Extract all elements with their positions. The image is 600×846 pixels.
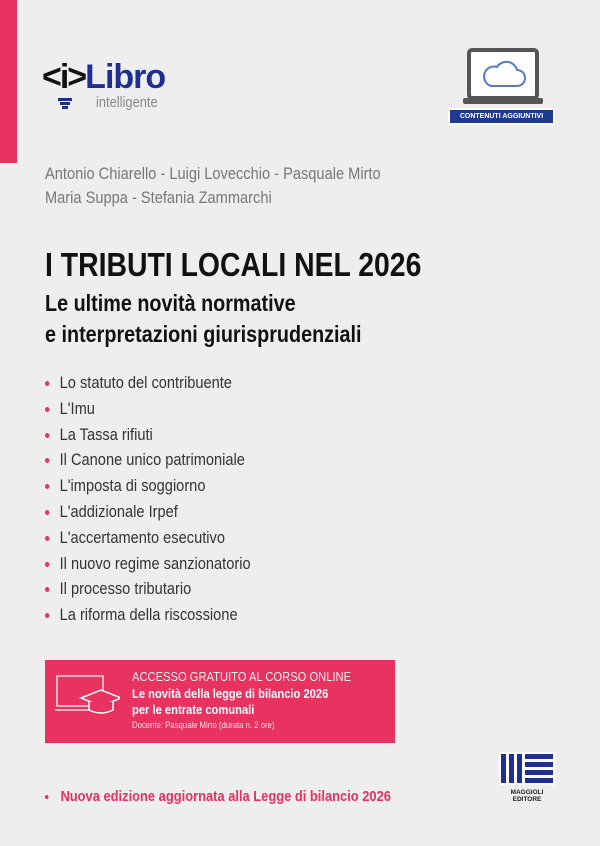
bullet-icon xyxy=(45,613,49,618)
svg-text:EDITORE: EDITORE xyxy=(512,796,542,802)
topic-label: Il nuovo regime sanzionatorio xyxy=(59,553,251,573)
list-item xyxy=(45,370,251,396)
book-title: I TRIBUTI LOCALI NEL 2026 xyxy=(45,246,422,283)
list-item xyxy=(45,422,251,448)
list-item xyxy=(45,499,251,525)
ilibro-logo xyxy=(42,58,166,111)
book-subtitle xyxy=(45,288,362,350)
authors-line: Antonio Chiarello - Luigi Lovecchio - Pasquale Mirto xyxy=(45,164,381,183)
list-item xyxy=(45,396,251,422)
contenuti-aggiuntivi-badge: CONTENUTI AGGIUNTIVI xyxy=(448,108,555,125)
promo-teacher: Docente: Pasquale Mirto (durata n. 2 ore) xyxy=(132,720,275,730)
promo-course-title: per le entrate comunali xyxy=(132,702,255,717)
subtitle-line: Le ultime novità normative xyxy=(45,290,296,316)
accent-bar xyxy=(0,0,17,163)
topic-label: Il Canone unico patrimoniale xyxy=(59,450,245,470)
list-item xyxy=(45,551,251,577)
topic-label: La riforma della riscossione xyxy=(59,605,238,625)
promo-heading: ACCESSO GRATUITO AL CORSO ONLINE xyxy=(132,669,352,684)
graduation-laptop-icon xyxy=(55,674,120,719)
list-item xyxy=(45,525,251,551)
bullet-icon xyxy=(45,795,48,799)
edition-note-text: Nuova edizione aggiornata alla Legge di bilancio 2026 xyxy=(60,788,391,805)
bullet-icon xyxy=(45,407,49,412)
logo-mark: <i> xyxy=(42,58,86,96)
logo-name: Libro xyxy=(85,58,166,96)
authors-line: Maria Suppa - Stefania Zammarchi xyxy=(45,188,272,207)
authors xyxy=(45,162,381,210)
bullet-icon xyxy=(45,433,49,438)
bulb-icon xyxy=(58,98,72,110)
bullet-icon xyxy=(45,381,49,386)
topic-label: L'addizionale Irpef xyxy=(59,501,178,521)
maggioli-logo xyxy=(497,752,557,802)
bullet-icon xyxy=(45,510,49,515)
topic-label: L'accertamento esecutivo xyxy=(59,527,225,547)
list-item xyxy=(45,602,251,628)
laptop-cloud-icon xyxy=(463,48,543,108)
online-course-box xyxy=(45,660,395,743)
bullet-icon xyxy=(45,587,49,592)
list-item xyxy=(45,473,251,499)
bullet-icon xyxy=(45,458,49,463)
list-item xyxy=(45,447,251,473)
bullet-icon xyxy=(45,536,49,541)
promo-course-title: Le novità della legge di bilancio 2026 xyxy=(132,686,329,701)
edition-note xyxy=(45,788,391,805)
bullet-icon xyxy=(45,562,49,567)
topic-label: Il processo tributario xyxy=(59,579,192,599)
svg-text:MAGGIOLI: MAGGIOLI xyxy=(510,789,544,796)
topic-label: La Tassa rifiuti xyxy=(59,424,153,444)
topics-list xyxy=(45,370,251,628)
topic-label: Lo statuto del contribuente xyxy=(59,373,232,392)
list-item xyxy=(45,576,251,602)
topic-label: L'Imu xyxy=(59,398,95,418)
bullet-icon xyxy=(45,484,49,489)
subtitle-line: e interpretazioni giurisprudenziali xyxy=(45,321,362,347)
topic-label: L'imposta di soggiorno xyxy=(59,476,206,496)
logo-tagline: intelligente xyxy=(96,94,158,111)
